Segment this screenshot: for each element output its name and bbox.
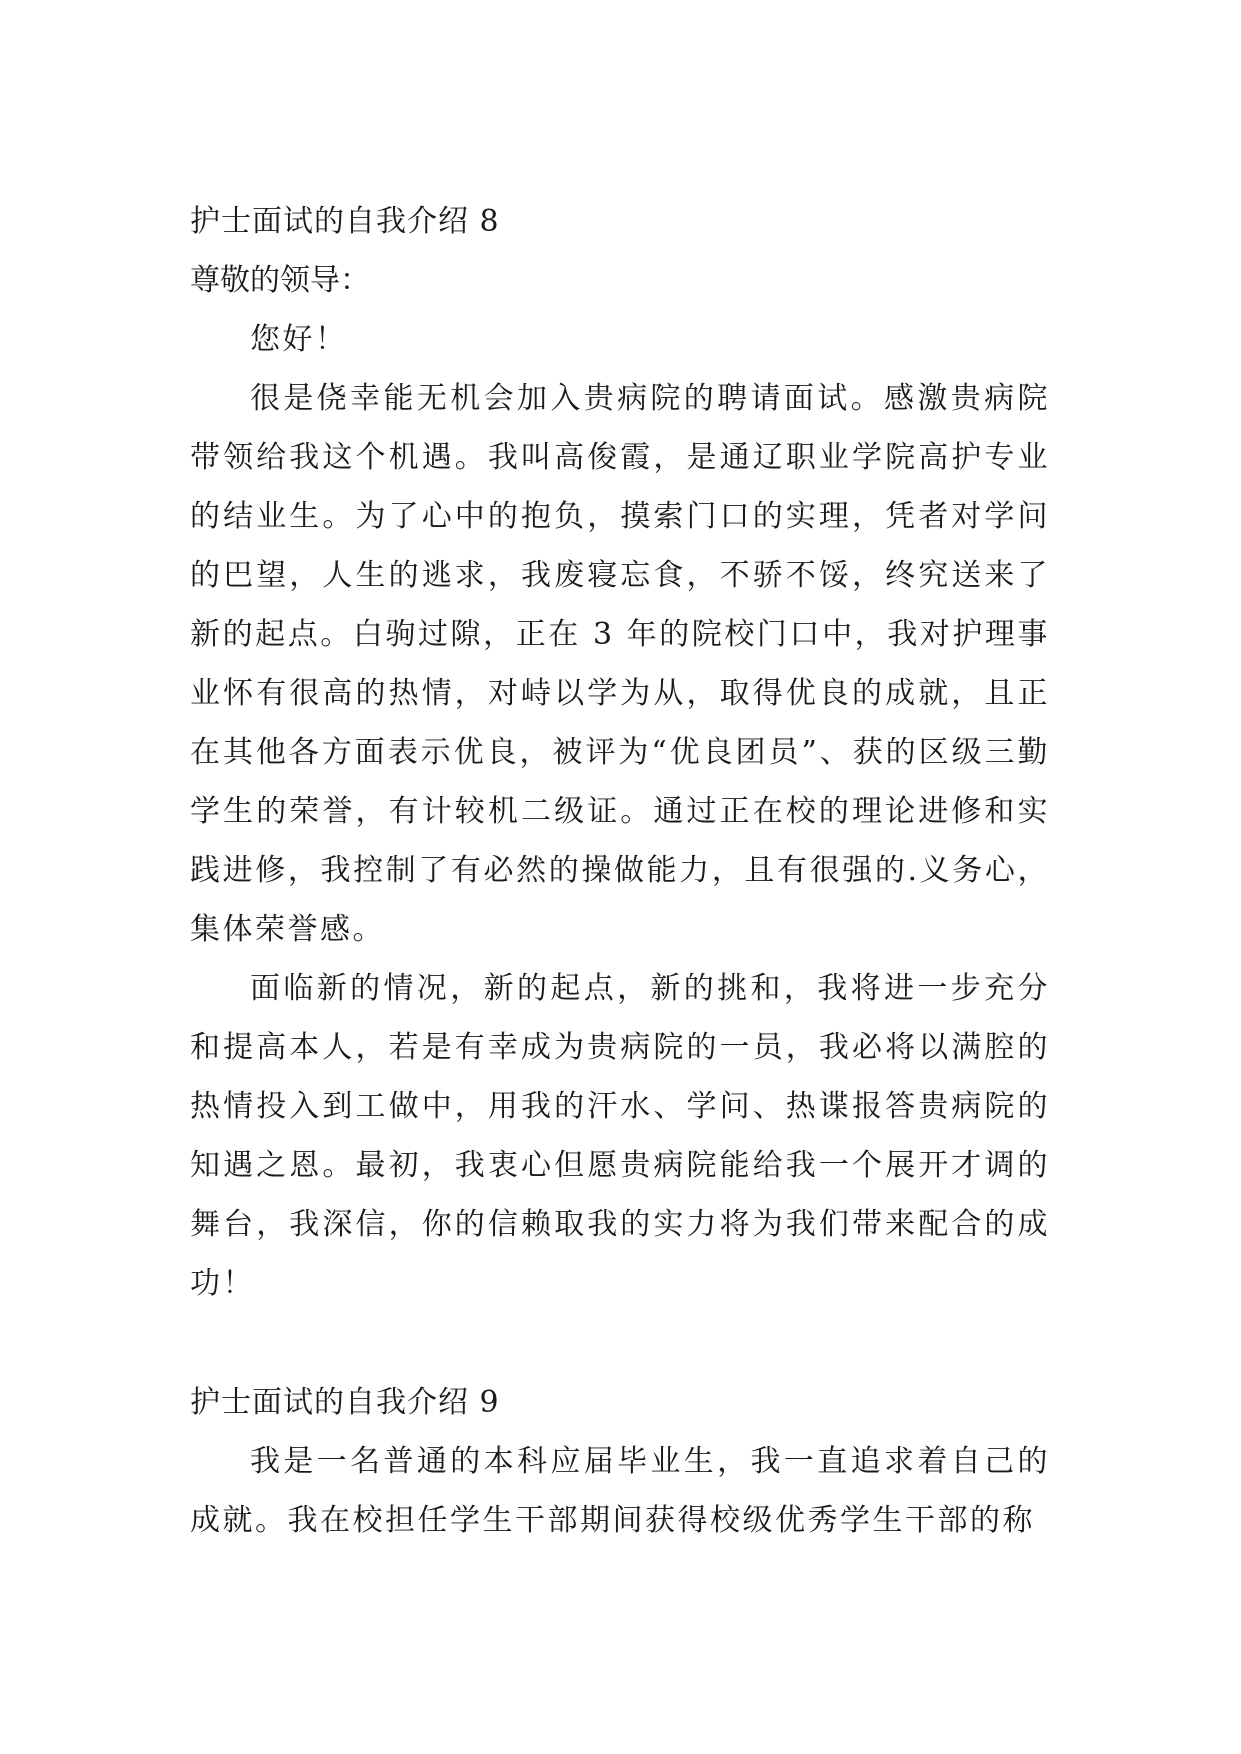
section-8-paragraph-2: 面临新的情况，新的起点，新的挑和，我将进一步充分和提高本人，若是有幸成为贵病院的一员，我必将以满腔的热情投入到工做中，用我的汗水、学问、热谍报答贵病院的知遇之恩。最初，我衷心但愿贵病院能给我一个展开才调的舞台，我深信，你的信赖取我的实力将为我们带来配合的成功！ <box>190 971 1050 1301</box>
greeting: 您好！ <box>250 322 348 357</box>
document-body <box>190 192 1050 1550</box>
section-gap <box>190 1313 1050 1373</box>
section-9-paragraph-1: 我是一名普通的本科应届毕业生，我一直追求着自己的成就。我在校担任学生干部期间获得校级优秀学生干部的称 <box>190 1444 1050 1538</box>
section-9-heading: 护士面试的自我介绍 9 <box>190 1385 500 1420</box>
salutation: 尊敬的领导： <box>190 263 370 298</box>
section-8-paragraph-1: 很是侥幸能无机会加入贵病院的聘请面试。感激贵病院带领给我这个机遇。我叫高俊霞，是通辽职业学院高护专业的结业生。为了心中的抱负，摸索门口的实理，凭者对学问的巴望，人生的逃求，我废寝忘食，不骄不馁，终究送来了新的起点。白驹过隙，正在 3 年的院校门口中，我对护理事业怀有很高的热情，对峙以学为从，取得优良的成就，且正在其他各方面表示优良，被评为“优良团员”、获的区级三勤学生的荣誉，有计较机二级证。通过正在校的理论进修和实践进修，我控制了有必然的操做能力，且有很强的.义务心，集体荣誉感。 <box>190 381 1050 947</box>
section-8-heading: 护士面试的自我介绍 8 <box>190 204 500 239</box>
